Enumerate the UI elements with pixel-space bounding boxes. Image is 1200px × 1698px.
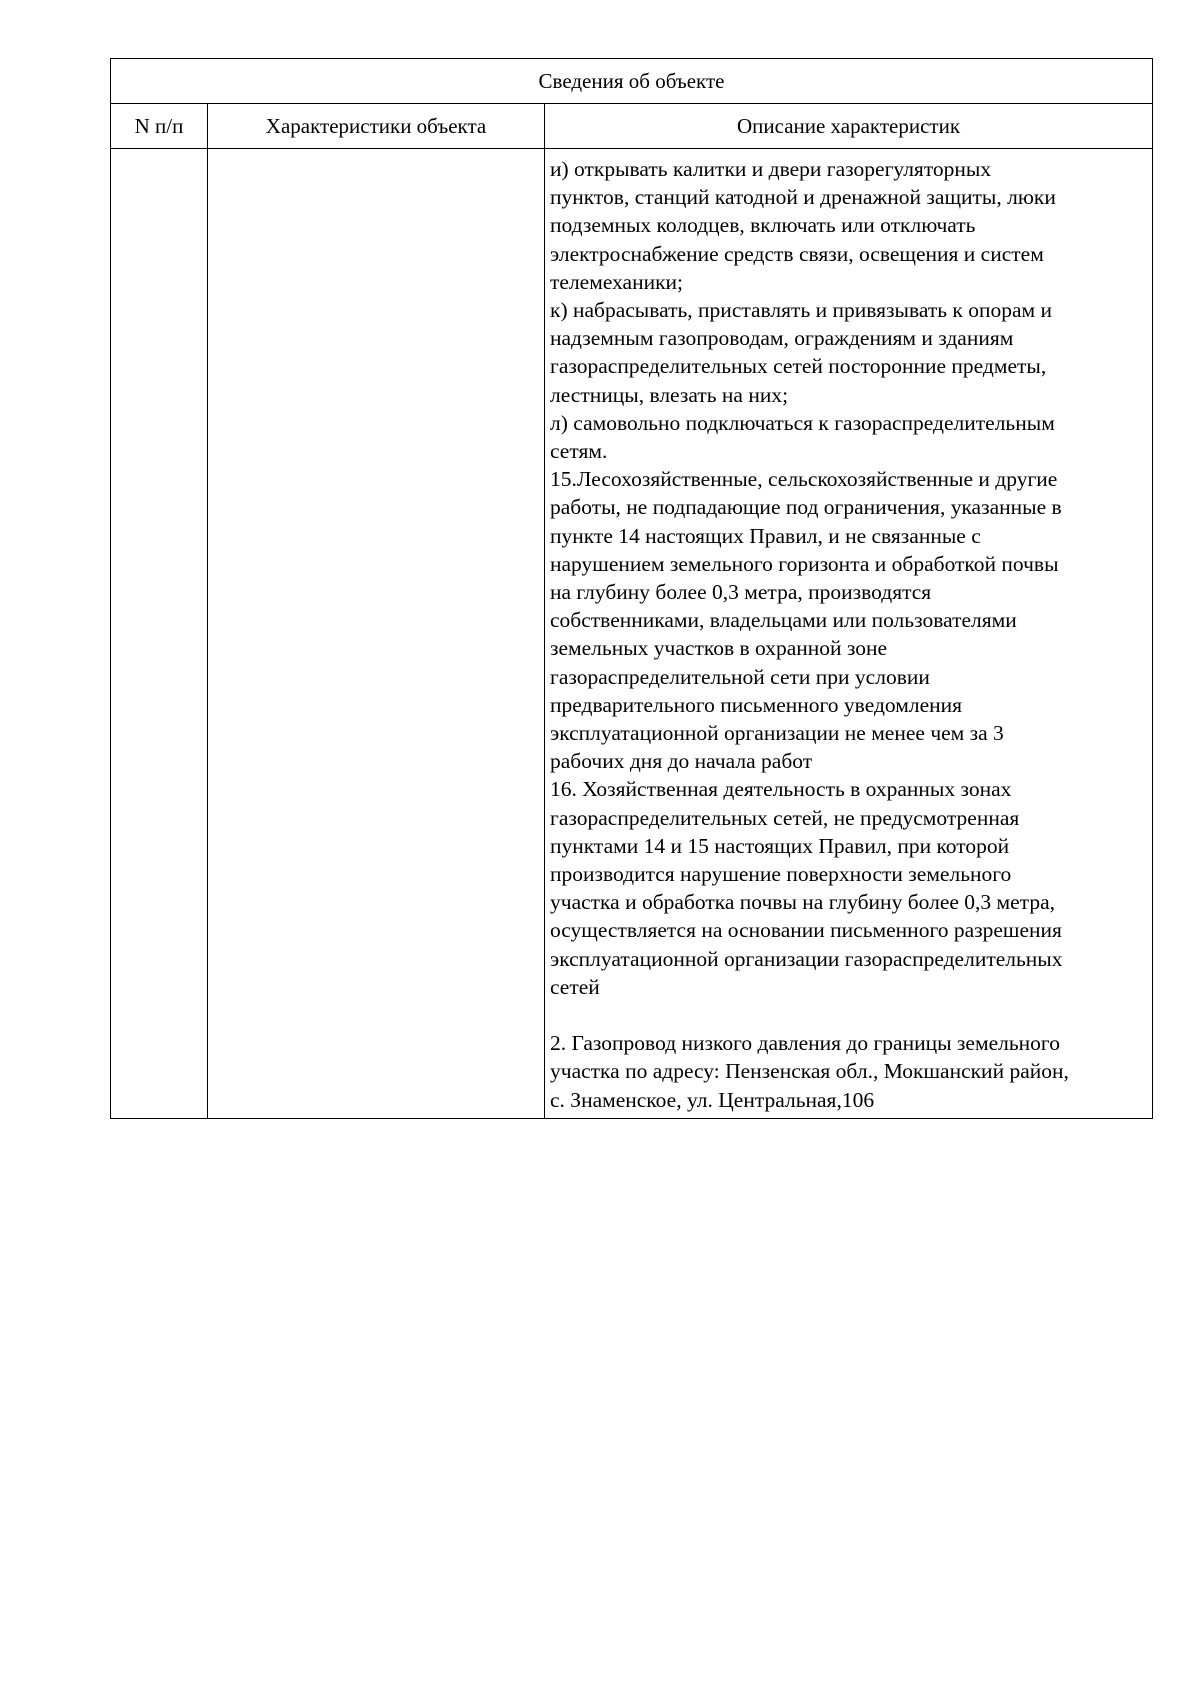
description-text (550, 155, 1144, 1114)
description-line: земельных участков в охранной зоне (550, 636, 888, 661)
description-line: предварительного письменного уведомления (550, 692, 963, 717)
header-description: Описание характеристик (545, 104, 1153, 149)
row-characteristics-cell (208, 149, 545, 1119)
description-line: работы, не подпадающие под ограничения, указанные в (550, 495, 1062, 520)
description-line: газораспределительных сетей посторонние предметы, (550, 354, 1047, 379)
object-info-table (110, 58, 1153, 1119)
description-line: лестницы, влезать на них; (550, 382, 789, 407)
table-title: Сведения об объекте (111, 59, 1153, 104)
description-line: 16. Хозяйственная деятельность в охранных зонах (550, 777, 1012, 802)
description-line: телемеханики; (550, 269, 684, 294)
description-line: собственниками, владельцами или пользователями (550, 608, 1017, 633)
description-line: эксплуатационной организации газораспределительных (550, 946, 1063, 971)
description-line: сетям. (550, 439, 608, 464)
row-number-cell (111, 149, 208, 1119)
description-line: на глубину более 0,3 метра, производятся (550, 580, 932, 605)
description-line: рабочих дня до начала работ (550, 749, 813, 774)
row-description-cell (545, 149, 1153, 1119)
table-title-row (111, 59, 1153, 104)
description-line: осуществляется на основании письменного разрешения (550, 918, 1062, 943)
table-header-row (111, 104, 1153, 149)
header-characteristics: Характеристики объекта (208, 104, 545, 149)
description-line: производится нарушение поверхности земельного (550, 862, 1012, 887)
description-line: надземным газопроводам, ограждениям и зданиям (550, 326, 1014, 351)
description-line: эксплуатационной организации не менее чем за 3 (550, 721, 1004, 746)
description-line: газораспределительных сетей, не предусмотренная (550, 805, 1020, 830)
description-line: подземных колодцев, включать или отключать (550, 213, 976, 238)
description-line: нарушением земельного горизонта и обработкой почвы (550, 551, 1059, 576)
description-line: участка по адресу: Пензенская обл., Мокшанский район, (550, 1059, 1069, 1084)
header-number: N п/п (111, 104, 208, 149)
description-line: 15.Лесохозяйственные, сельскохозяйственные и другие (550, 467, 1058, 492)
description-line: 2. Газопровод низкого давления до границы земельного (550, 1031, 1060, 1056)
table-row (111, 149, 1153, 1119)
description-line: л) самовольно подключаться к газораспределительным (550, 410, 1055, 435)
description-line: и) открывать калитки и двери газорегуляторных (550, 157, 992, 181)
description-line: газораспределительной сети при условии (550, 664, 930, 689)
description-line: к) набрасывать, приставлять и привязывать к опорам и (550, 298, 1052, 323)
description-line: пунктов, станций катодной и дренажной защиты, люки (550, 185, 1056, 210)
description-line: пункте 14 настоящих Правил, и не связанные с (550, 523, 981, 548)
description-line: с. Знаменское, ул. Центральная,106 (550, 1087, 875, 1112)
description-line: участка и обработка почвы на глубину более 0,3 метра, (550, 890, 1056, 915)
description-line: пунктами 14 и 15 настоящих Правил, при которой (550, 833, 1010, 858)
description-blank-line (550, 1001, 1144, 1029)
description-line: сетей (550, 974, 600, 999)
description-line: электроснабжение средств связи, освещения и систем (550, 241, 1044, 266)
